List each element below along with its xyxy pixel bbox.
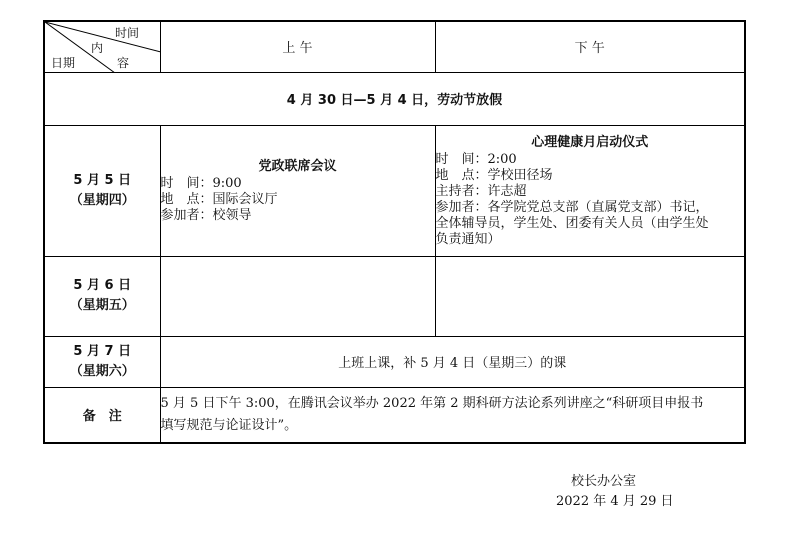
diag-label-time: 时间	[115, 26, 140, 40]
date-label: 5 月 6 日	[73, 278, 132, 293]
morning-header: 上 午	[160, 21, 435, 72]
event-line: 时 间：9:00	[160, 175, 242, 191]
weekday-label: （星期六）	[69, 363, 135, 379]
day-row-may-6	[44, 256, 745, 336]
holiday-row	[44, 72, 745, 125]
event-title: 心理健康月启动仪式	[531, 134, 649, 150]
afternoon-empty-cell	[435, 256, 745, 336]
holiday-notice: 4 月 30 日—5 月 4 日，劳动节放假	[44, 72, 745, 125]
header-row	[44, 21, 745, 72]
event-line: 主持者：许志超	[435, 183, 527, 199]
event-line: 参加者：校领导	[160, 207, 252, 223]
date-cell	[44, 256, 160, 336]
event-line: 参加者：各学院党总支部（直属党支部）书记，	[435, 199, 709, 215]
diag-label-date: 日期	[51, 56, 76, 70]
issuing-office: 校长办公室	[571, 474, 637, 489]
date-cell	[44, 336, 160, 387]
diagonal-header-cell	[44, 21, 160, 72]
date-cell	[44, 125, 160, 256]
remarks-line: 填写规范与论证设计”。	[160, 417, 298, 433]
afternoon-header: 下 午	[435, 21, 745, 72]
issue-date: 2022 年 4 月 29 日	[556, 494, 674, 509]
remarks-label: 备 注	[44, 387, 160, 443]
morning-empty-cell	[160, 256, 435, 336]
remarks-line: 5 月 5 日下午 3:00，在腾讯会议举办 2022 年第 2 期科研方法论系列讲座之“科研项目申报书	[160, 395, 704, 411]
event-line: 全体辅导员，学生处、团委有关人员（由学生处	[435, 215, 709, 231]
schedule-table	[43, 20, 746, 444]
weekday-label: （星期五）	[69, 298, 135, 313]
diag-label-content-1: 内	[91, 41, 104, 55]
makeup-class-notice: 上班上课，补 5 月 4 日（星期三）的课	[160, 336, 745, 387]
day-row-may-7	[44, 336, 745, 387]
event-title: 党政联席会议	[258, 158, 337, 174]
date-label: 5 月 7 日	[73, 343, 132, 359]
date-label: 5 月 5 日	[73, 172, 132, 188]
remarks-content	[160, 387, 745, 443]
diag-label-content-2: 容	[117, 56, 130, 70]
remarks-row	[44, 387, 745, 443]
morning-event	[160, 125, 435, 256]
afternoon-event	[435, 125, 745, 256]
event-line: 时 间：2:00	[435, 151, 517, 167]
day-row-may-5	[44, 125, 745, 256]
event-line: 负责通知）	[435, 231, 501, 247]
event-line: 地 点：学校田径场	[435, 167, 553, 183]
event-line: 地 点：国际会议厅	[160, 191, 278, 207]
weekday-label: （星期四）	[69, 192, 135, 208]
